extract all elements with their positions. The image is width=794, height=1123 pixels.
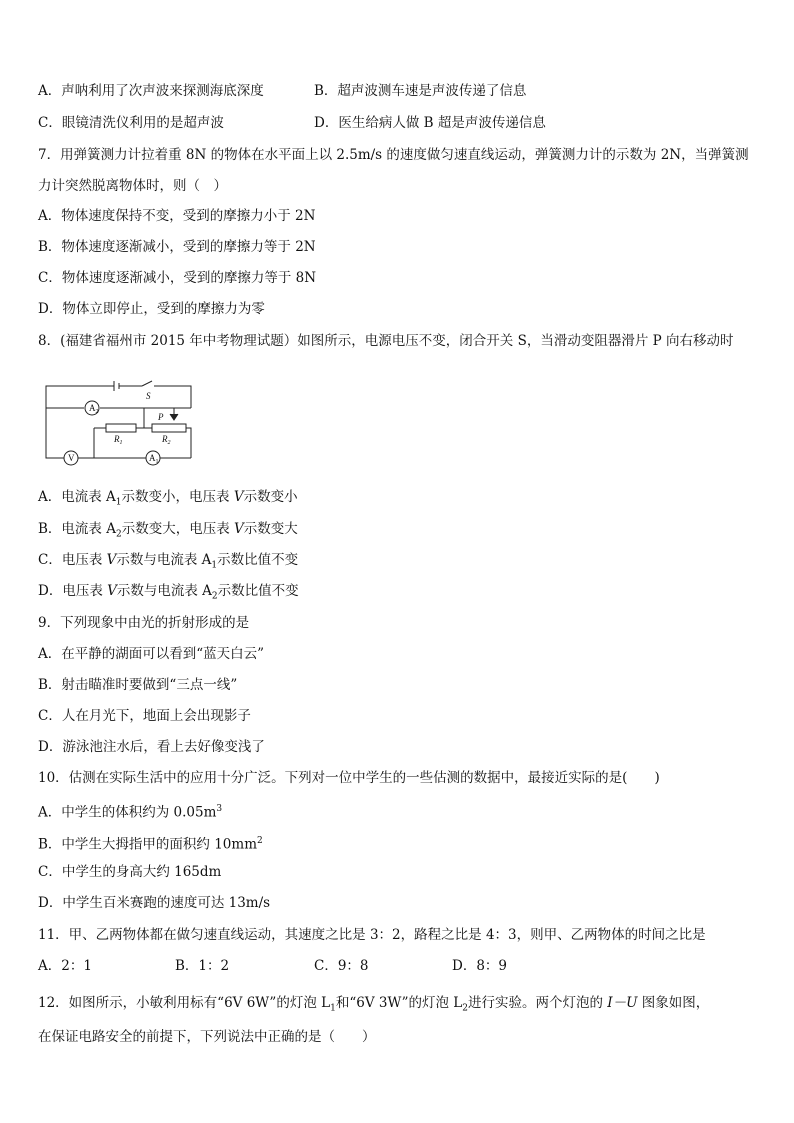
q6-option-b: B．超声波测车速是声波传递了信息 [314,83,527,99]
q7-stem-line2: 力计突然脱离物体时，则（ ） [38,178,227,194]
q9-option-b: B．射击瞄准时要做到“三点一线” [38,677,238,693]
switch-label: S [146,391,151,401]
q10-option-a: A．中学生的体积约为 $0.05m^3$ [38,804,223,821]
q9-option-d: D．游泳池注水后，看上去好像变浅了 [38,739,265,755]
q8-option-c: C．电压表 V示数与电流表 $A_1$示数比值不变 [38,552,299,571]
q11-stem: 11．甲、乙两物体都在做匀速直线运动，其速度之比是 3：2，路程之比是 4：3，则甲、乙两物体的时间之比是 [38,927,706,943]
q7-option-d: D．物体立即停止，受到的摩擦力为零 [38,301,265,317]
circuit-diagram [40,372,200,468]
q7-stem-line1: 7．用弹簧测力计拉着重 8N 的物体在水平面上以 2.5m/s 的速度做匀速直线运动，弹簧测力计的示数为 2N，当弹簧测 [38,147,749,163]
q8-stem: 8．(福建省福州市 2015 年中考物理试题）如图所示，电源电压不变，闭合开关 S，当滑动变阻器滑片 P 向右移动时 [38,333,734,349]
q11-option-a: A．2：1 [38,958,92,974]
slider-p-label: P [158,412,164,422]
q10-option-b: B．中学生大拇指甲的面积约 $10mm^2$ [38,836,263,853]
q11-option-d: D．8：9 [452,958,508,974]
q8-option-a: A．电流表 $A_1$示数变小，电压表 V示数变小 [38,489,298,508]
q11-option-c: C．9：8 [314,958,369,974]
q10-stem: 10．估测在实际生活中的应用十分广泛。下列对一位中学生的一些估测的数据中，最接近实际的是( ) [38,770,660,786]
q9-option-a: A．在平静的湖面可以看到“蓝天白云” [38,646,265,662]
q12-stem-line2: 在保证电路安全的前提下，下列说法中正确的是（ ） [38,1029,376,1045]
q7-option-b: B．物体速度逐渐减小，受到的摩擦力等于 2N [38,239,316,255]
resistor-r1-label: $R_1$ [114,434,123,446]
resistor-r2-label: $R_2$ [162,434,171,446]
q6-option-c: C．眼镜清洗仪利用的是超声波 [38,115,224,131]
q9-stem: 9．下列现象中由光的折射形成的是 [38,615,250,631]
ammeter-a2-label: $A_2$ [89,403,99,415]
voltmeter-label: V [68,453,75,463]
q9-option-c: C．人在月光下，地面上会出现影子 [38,708,251,724]
q6-option-a: A．声呐利用了次声波来探测海底深度 [38,83,264,99]
q11-option-b: B．1：2 [175,958,230,974]
q6-option-d: D．医生给病人做 B 超是声波传递信息 [314,115,546,131]
q10-option-d: D．中学生百米赛跑的速度可达 13m/s [38,895,271,911]
ammeter-a1-label: $A_1$ [149,453,159,465]
q8-option-b: B．电流表 $A_2$示数变大，电压表 V示数变大 [38,521,298,540]
q12-stem-line1: 12．如图所示，小敏利用标有“6V 6W”的灯泡 $L_1$和“6V 3W”的灯泡 $L_2$进行实验。两个灯泡的 I－U 图象如图， [38,995,710,1014]
q7-option-c: C．物体速度逐渐减小，受到的摩擦力等于 8N [38,270,317,286]
q7-option-a: A．物体速度保持不变，受到的摩擦力小于 2N [38,208,316,224]
q10-option-c: C．中学生的身高大约 165dm [38,864,222,880]
q8-option-d: D．电压表 V示数与电流表 $A_2$示数比值不变 [38,583,299,602]
